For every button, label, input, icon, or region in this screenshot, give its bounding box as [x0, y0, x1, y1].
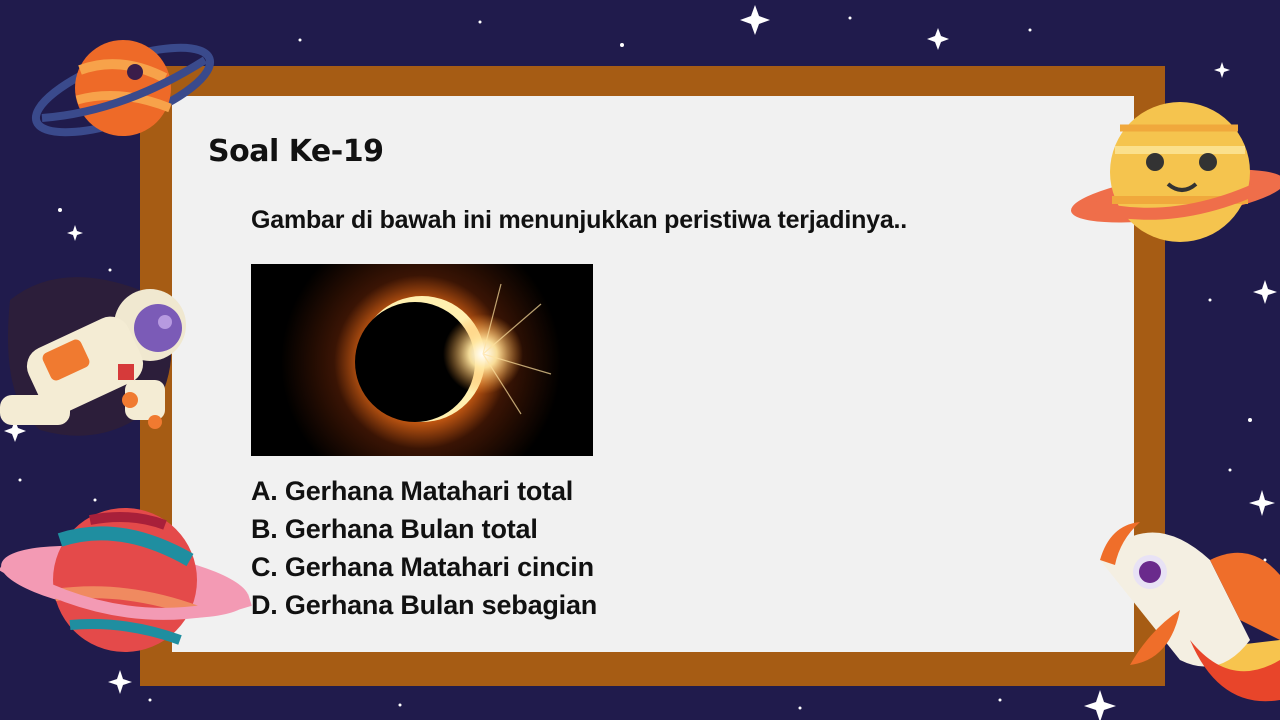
option-c[interactable]: C. Gerhana Matahari cincin [251, 552, 594, 582]
question-text: Gambar di bawah ini menunjukkan peristiwa terjadinya.. [251, 206, 908, 234]
solar-eclipse-photo [251, 264, 593, 456]
page-title: Soal Ke-19 [208, 134, 384, 169]
option-b[interactable]: B. Gerhana Bulan total [251, 514, 538, 544]
answer-options [251, 473, 597, 625]
option-a[interactable]: A. Gerhana Matahari total [251, 476, 574, 506]
option-d[interactable]: D. Gerhana Bulan sebagian [251, 590, 598, 620]
